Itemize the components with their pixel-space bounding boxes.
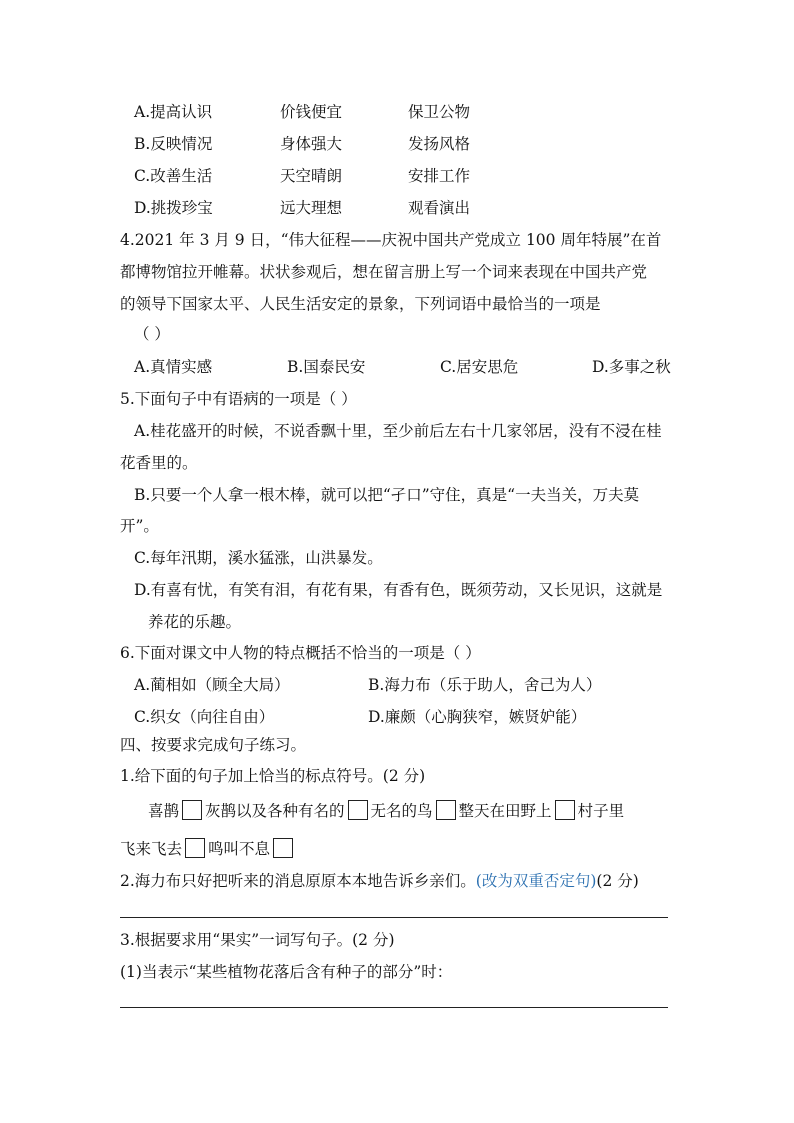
q3-option-c-word2: 天空晴朗 bbox=[280, 167, 343, 185]
q3-option-a-word3: 保卫公物 bbox=[408, 103, 471, 121]
s4-q3-sub1: (1)当表示“某些植物花落后含有种子的部分”时： bbox=[120, 963, 453, 981]
s4-q1-part3: 无名的鸟 bbox=[370, 802, 433, 820]
q3-option-d-word3: 观看演出 bbox=[408, 199, 471, 217]
q6-option-c: C.织女（向往自由） bbox=[134, 708, 275, 726]
punctuation-box-6[interactable] bbox=[273, 838, 293, 858]
s4-q3-stem: 3.根据要求用“果实”一词写句子。(2 分) bbox=[120, 931, 395, 949]
q3-option-a-word2: 价钱便宜 bbox=[280, 103, 343, 121]
q4-option-b: B.国泰民安 bbox=[287, 358, 366, 376]
q3-option-b-word2: 身体强大 bbox=[280, 135, 343, 153]
q5-option-a-line2: 花香里的。 bbox=[120, 454, 198, 472]
punctuation-box-3[interactable] bbox=[436, 800, 456, 820]
punctuation-box-4[interactable] bbox=[555, 800, 575, 820]
q3-option-b-word1: B.反映情况 bbox=[134, 135, 213, 153]
s4-q2-answer-line[interactable] bbox=[120, 917, 668, 918]
q6-option-b: B.海力布（乐于助人，舍己为人） bbox=[368, 676, 602, 694]
s4-q3-answer-line[interactable] bbox=[120, 1007, 668, 1008]
q3-option-d-word2: 远大理想 bbox=[280, 199, 343, 217]
q5-option-d-line1: D.有喜有忧，有笑有泪，有花有果，有香有色，既须劳动，又长见识，这就是 bbox=[134, 581, 663, 599]
q5-stem: 5.下面句子中有语病的一项是（ ） bbox=[120, 390, 357, 408]
q4-option-c: C.居安思危 bbox=[440, 358, 519, 376]
punctuation-box-1[interactable] bbox=[182, 800, 202, 820]
q5-option-c: C.每年汛期，溪水猛涨，山洪暴发。 bbox=[134, 549, 383, 567]
q4-option-d: D.多事之秋 bbox=[592, 358, 671, 376]
s4-q1-part5: 村子里 bbox=[577, 802, 625, 820]
q4-answer-paren: （ ） bbox=[134, 325, 170, 343]
s4-q1-part7: 鸣叫不息 bbox=[208, 840, 271, 858]
s4-q1-part6: 飞来飞去 bbox=[120, 840, 183, 858]
q3-option-a-word1: A.提高认识 bbox=[134, 103, 213, 121]
q5-option-b-line2: 开”。 bbox=[120, 517, 159, 535]
q4-option-a: A.真情实感 bbox=[134, 358, 213, 376]
q5-option-b-line1: B.只要一个人拿一根木棒，就可以把“孑口”守住，真是“一夫当关，万夫莫 bbox=[134, 486, 640, 504]
q6-stem: 6.下面对课文中人物的特点概括不恰当的一项是（ ） bbox=[120, 644, 481, 662]
q6-option-d: D.廉颇（心胸狭窄，嫉贤妒能） bbox=[368, 708, 587, 726]
punctuation-box-2[interactable] bbox=[348, 800, 368, 820]
punctuation-box-5[interactable] bbox=[185, 838, 205, 858]
s4-q2-line bbox=[120, 871, 639, 891]
s4-q2-score: (2 分) bbox=[596, 872, 639, 890]
section-four-title: 四、按要求完成句子练习。 bbox=[120, 736, 307, 754]
q4-stem-line3: 的领导下国家太平、人民生活安定的景象，下列词语中最恰当的一项是 bbox=[120, 295, 601, 313]
q5-option-a-line1: A.桂花盛开的时候，不说香飘十里，至少前后左右十几家邻居，没有不浸在桂 bbox=[134, 422, 662, 440]
s4-q1-part2: 灰鹊以及各种有名的 bbox=[205, 802, 345, 820]
s4-q1-sentence-line1 bbox=[148, 800, 624, 821]
s4-q1-stem: 1.给下面的句子加上恰当的标点符号。(2 分) bbox=[120, 767, 426, 785]
q4-stem-line2: 都博物馆拉开帷幕。状状参观后，想在留言册上写一个词来表现在中国共产党 bbox=[120, 263, 648, 281]
s4-q2-stem: 2.海力布只好把听来的消息原原本本地告诉乡亲们。 bbox=[120, 872, 476, 890]
s4-q1-sentence-line2 bbox=[120, 838, 296, 859]
s4-q1-part1: 喜鹊 bbox=[148, 802, 180, 820]
q3-option-d-word1: D.挑拨珍宝 bbox=[134, 199, 213, 217]
q3-option-b-word3: 发扬风格 bbox=[408, 135, 471, 153]
q5-option-d-line2: 养花的乐趣。 bbox=[148, 613, 242, 631]
q3-option-c-word1: C.改善生活 bbox=[134, 167, 213, 185]
q4-stem-line1: 4.2021 年 3 月 9 日，“伟大征程——庆祝中国共产党成立 100 周年特展”在首 bbox=[120, 231, 662, 249]
s4-q2-hint: (改为双重否定句) bbox=[475, 872, 597, 890]
q6-option-a: A.蔺相如（顾全大局） bbox=[134, 676, 290, 694]
s4-q1-part4: 整天在田野上 bbox=[458, 802, 552, 820]
q3-option-c-word3: 安排工作 bbox=[408, 167, 471, 185]
